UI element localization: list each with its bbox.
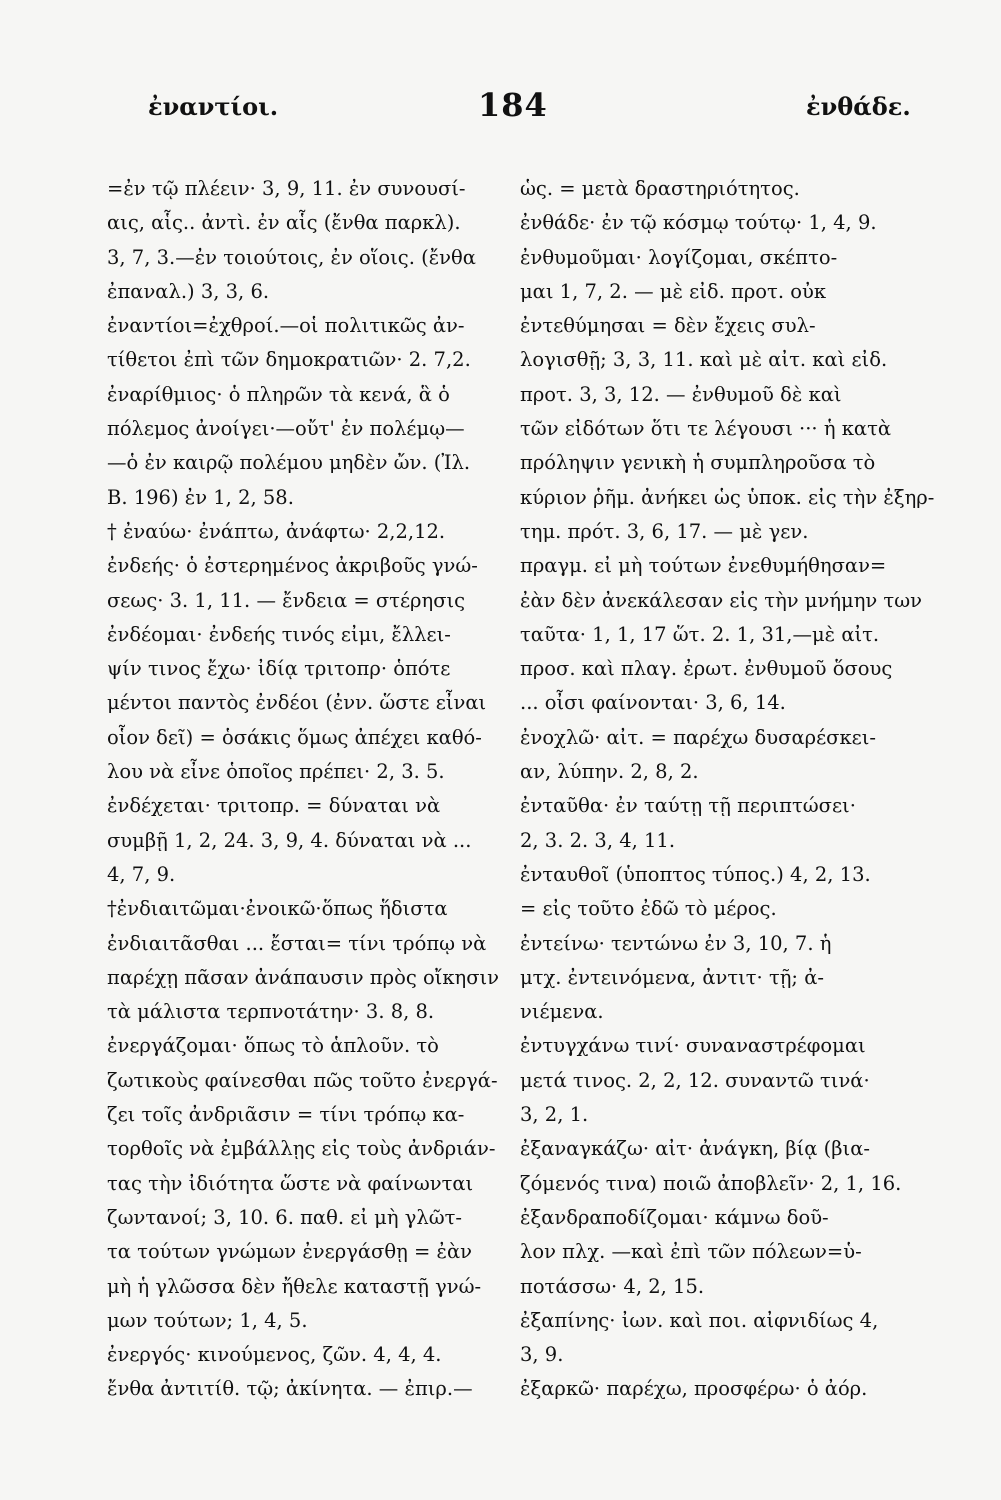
text-line: τίθετοι ἐπὶ τῶν δημοκρατιῶν· 2. 7,2. bbox=[107, 348, 471, 372]
text-line: ποτάσσω· 4, 2, 15. bbox=[520, 1274, 705, 1298]
text-line: 3, 2, 1. bbox=[520, 1103, 589, 1127]
text-line: ἐνδέομαι· ἐνδεής τινός εἰμι, ἔλλει- bbox=[107, 622, 451, 646]
text-line: 4, 7, 9. bbox=[107, 862, 176, 886]
text-line: ἐνδιαιτᾶσθαι ... ἔσται= τίνι τρόπῳ νὰ bbox=[107, 931, 487, 955]
text-line: ταῦτα· 1, 1, 17 ὥτ. 2. 1, 31,—μὲ αἰτ. bbox=[520, 622, 880, 646]
left-column bbox=[107, 172, 509, 1407]
text-line: †ἐνδιαιτῶμαι·ἐνοικῶ·ὅπως ἥδιστα bbox=[107, 897, 448, 921]
page-header bbox=[0, 86, 1001, 142]
text-line: τῶν εἰδότων ὅτι τε λέγουσι ··· ἡ κατὰ bbox=[520, 417, 892, 441]
text-line: μέντοι παντὸς ἐνδέοι (ἐνν. ὥστε εἶναι bbox=[107, 691, 487, 715]
text-line: τορθοῖς νὰ ἐμβάλλῃς εἰς τοὺς ἀνδριάν- bbox=[107, 1137, 496, 1161]
text-line: ἐνεργός· κινούμενος, ζῶν. 4, 4, 4. bbox=[107, 1343, 442, 1367]
text-line: αις, αἷς.. ἀντὶ. ἐν αἷς (ἔνθα παρκλ). bbox=[107, 211, 461, 235]
text-line: προτ. 3, 3, 12. — ἐνθυμοῦ δὲ καὶ bbox=[520, 382, 842, 406]
text-line: ἐναρίθμιος· ὁ πληρῶν τὰ κενά, ἃ ὁ bbox=[107, 382, 450, 406]
text-line: ἐντείνω· τεντώνω ἐν 3, 10, 7. ἡ bbox=[520, 931, 832, 955]
text-line: 3, 9. bbox=[520, 1343, 564, 1367]
text-line: Β. 196) ἐν 1, 2, 58. bbox=[107, 485, 294, 509]
text-line: τα τούτων γνώμων ἐνεργάσθῃ = ἐὰν bbox=[107, 1240, 472, 1264]
text-line: ἐνεργάζομαι· ὅπως τὸ ἁπλοῦν. τὸ bbox=[107, 1034, 439, 1058]
left-running-headword: ἐναντίοι. bbox=[148, 92, 279, 121]
text-line: πρόληψιν γενικὴ ἡ συμπληροῦσα τὸ bbox=[520, 451, 876, 475]
text-line: ψίν τινος ἔχω· ἰδίᾳ τριτοπρ· ὁπότε bbox=[107, 657, 451, 681]
text-line: ζωτικοὺς φαίνεσθαι πῶς τοῦτο ἐνεργά- bbox=[107, 1068, 498, 1092]
text-line: ἐνθυμοῦμαι· λογίζομαι, σκέπτο- bbox=[520, 245, 838, 269]
text-line: νιέμενα. bbox=[520, 1000, 604, 1024]
text-line: λου νὰ εἶνε ὁποῖος πρέπει· 2, 3. 5. bbox=[107, 760, 445, 784]
text-line: τας τὴν ἰδιότητα ὥστε νὰ φαίνωνται bbox=[107, 1171, 474, 1195]
text-line: ἐνδεής· ὁ ἐστερημένος ἀκριβοῦς γνώ- bbox=[107, 554, 478, 578]
text-line: παρέχῃ πᾶσαν ἀνάπαυσιν πρὸς οἴκησιν bbox=[107, 965, 500, 989]
text-line: ζωντανοί; 3, 10. 6. παθ. εἰ μὴ γλῶτ- bbox=[107, 1205, 463, 1229]
text-line: † ἐναύω· ἐνάπτω, ἀνάφτω· 2,2,12. bbox=[107, 519, 446, 543]
text-line: προσ. καὶ πλαγ. ἐρωτ. ἐνθυμοῦ ὅσους bbox=[520, 657, 893, 681]
right-running-headword: ἐνθάδε. bbox=[806, 92, 911, 121]
text-line: ἐξανδραποδίζομαι· κάμνω δοῦ- bbox=[520, 1205, 829, 1229]
text-line: ἐντεθύμησαι = δὲν ἔχεις συλ- bbox=[520, 314, 816, 338]
text-line: = εἰς τοῦτο ἐδῶ τὸ μέρος. bbox=[520, 897, 777, 921]
text-line: ἐξαπίνης· ἰων. καὶ ποι. αἰφνιδίως 4, bbox=[520, 1308, 879, 1332]
text-line: πραγμ. εἰ μὴ τούτων ἐνεθυμήθησαν= bbox=[520, 554, 887, 578]
text-line: μων τούτων; 1, 4, 5. bbox=[107, 1308, 308, 1332]
text-line: κύριον ῥῆμ. ἀνήκει ὡς ὑποκ. εἰς τὴν ἐξηρ- bbox=[520, 485, 935, 509]
text-line: σεως· 3. 1, 11. — ἔνδεια = στέρησις bbox=[107, 588, 466, 612]
text-line: ἐναντίοι=ἐχθροί.—οἱ πολιτικῶς ἀν- bbox=[107, 314, 465, 338]
text-line: ἐνδέχεται· τριτοπρ. = δύναται νὰ bbox=[107, 794, 441, 818]
text-line: ἐνταυθοῖ (ὑποπτος τύπος.) 4, 2, 13. bbox=[520, 862, 871, 886]
text-line: λογισθῇ; 3, 3, 11. καὶ μὲ αἰτ. καὶ εἰδ. bbox=[520, 348, 888, 372]
text-line: μὴ ἡ γλῶσσα δὲν ἤθελε καταστῇ γνώ- bbox=[107, 1274, 482, 1298]
text-line: λον πλχ. —καὶ ἐπὶ τῶν πόλεων=ὑ- bbox=[520, 1240, 862, 1264]
page-number: 184 bbox=[478, 86, 548, 124]
text-line: αν, λύπην. 2, 8, 2. bbox=[520, 760, 699, 784]
text-line: =ἐν τῷ πλέειν· 3, 9, 11. ἐν συνουσί- bbox=[107, 177, 466, 200]
text-line: ἐντυγχάνω τινί· συναναστρέφομαι bbox=[520, 1034, 866, 1058]
text-line: 2, 3. 2. 3, 4, 11. bbox=[520, 828, 676, 852]
text-line: τημ. πρότ. 3, 6, 17. — μὲ γεν. bbox=[520, 519, 809, 543]
text-line: ἐπαναλ.) 3, 3, 6. bbox=[107, 279, 270, 303]
text-line: ἐξαναγκάζω· αἰτ· ἀνάγκη, βίᾳ (βια- bbox=[520, 1137, 870, 1161]
text-line: ἐὰν δὲν ἀνεκάλεσαν εἰς τὴν μνήμην των bbox=[520, 588, 922, 612]
text-line: μτχ. ἐντεινόμενα, ἀντιτ· τῇ; ἀ- bbox=[520, 965, 824, 989]
text-line: ἐνταῦθα· ἐν ταύτῃ τῇ περιπτώσει· bbox=[520, 794, 856, 818]
text-line: συμβῇ 1, 2, 24. 3, 9, 4. δύναται νὰ ... bbox=[107, 828, 472, 852]
text-line: πόλεμος ἀνοίγει·—οὔτ' ἐν πολέμῳ— bbox=[107, 417, 465, 441]
text-line: ... οἶσι φαίνονται· 3, 6, 14. bbox=[520, 691, 786, 715]
text-line: ἐνθάδε· ἐν τῷ κόσμῳ τούτῳ· 1, 4, 9. bbox=[520, 211, 877, 235]
text-line: ἐξαρκῶ· παρέχω, προσφέρω· ὁ ἀόρ. bbox=[520, 1377, 868, 1401]
text-line: μαι 1, 7, 2. — μὲ εἰδ. προτ. οὐκ bbox=[520, 279, 827, 303]
text-line: ζει τοῖς ἀνδριᾶσιν = τίνι τρόπῳ κα- bbox=[107, 1103, 465, 1127]
text-line: ζόμενός τινα) ποιῶ ἀποβλεῖν· 2, 1, 16. bbox=[520, 1171, 902, 1195]
text-line: οἷον δεῖ) = ὁσάκις ὅμως ἀπέχει καθό- bbox=[107, 725, 482, 749]
text-line: ἔνθα ἀντιτίθ. τῷ; ἀκίνητα. — ἐπιρ.— bbox=[107, 1377, 473, 1401]
text-line: ἐνοχλῶ· αἰτ. = παρέχω δυσαρέσκει- bbox=[520, 725, 877, 749]
text-line: 3, 7, 3.—ἐν τοιούτοις, ἐν οἵοις. (ἔνθα bbox=[107, 245, 476, 269]
text-line: τὰ μάλιστα τερπνοτάτην· 3. 8, 8. bbox=[107, 1000, 435, 1024]
text-line: μετά τινος. 2, 2, 12. συναντῶ τινά· bbox=[520, 1068, 870, 1092]
text-line: ὡς. = μετὰ δραστηριότητος. bbox=[520, 177, 800, 200]
text-line: —ὁ ἐν καιρῷ πολέμου μηδὲν ὤν. (Ἰλ. bbox=[107, 451, 471, 475]
right-column bbox=[520, 172, 960, 1407]
